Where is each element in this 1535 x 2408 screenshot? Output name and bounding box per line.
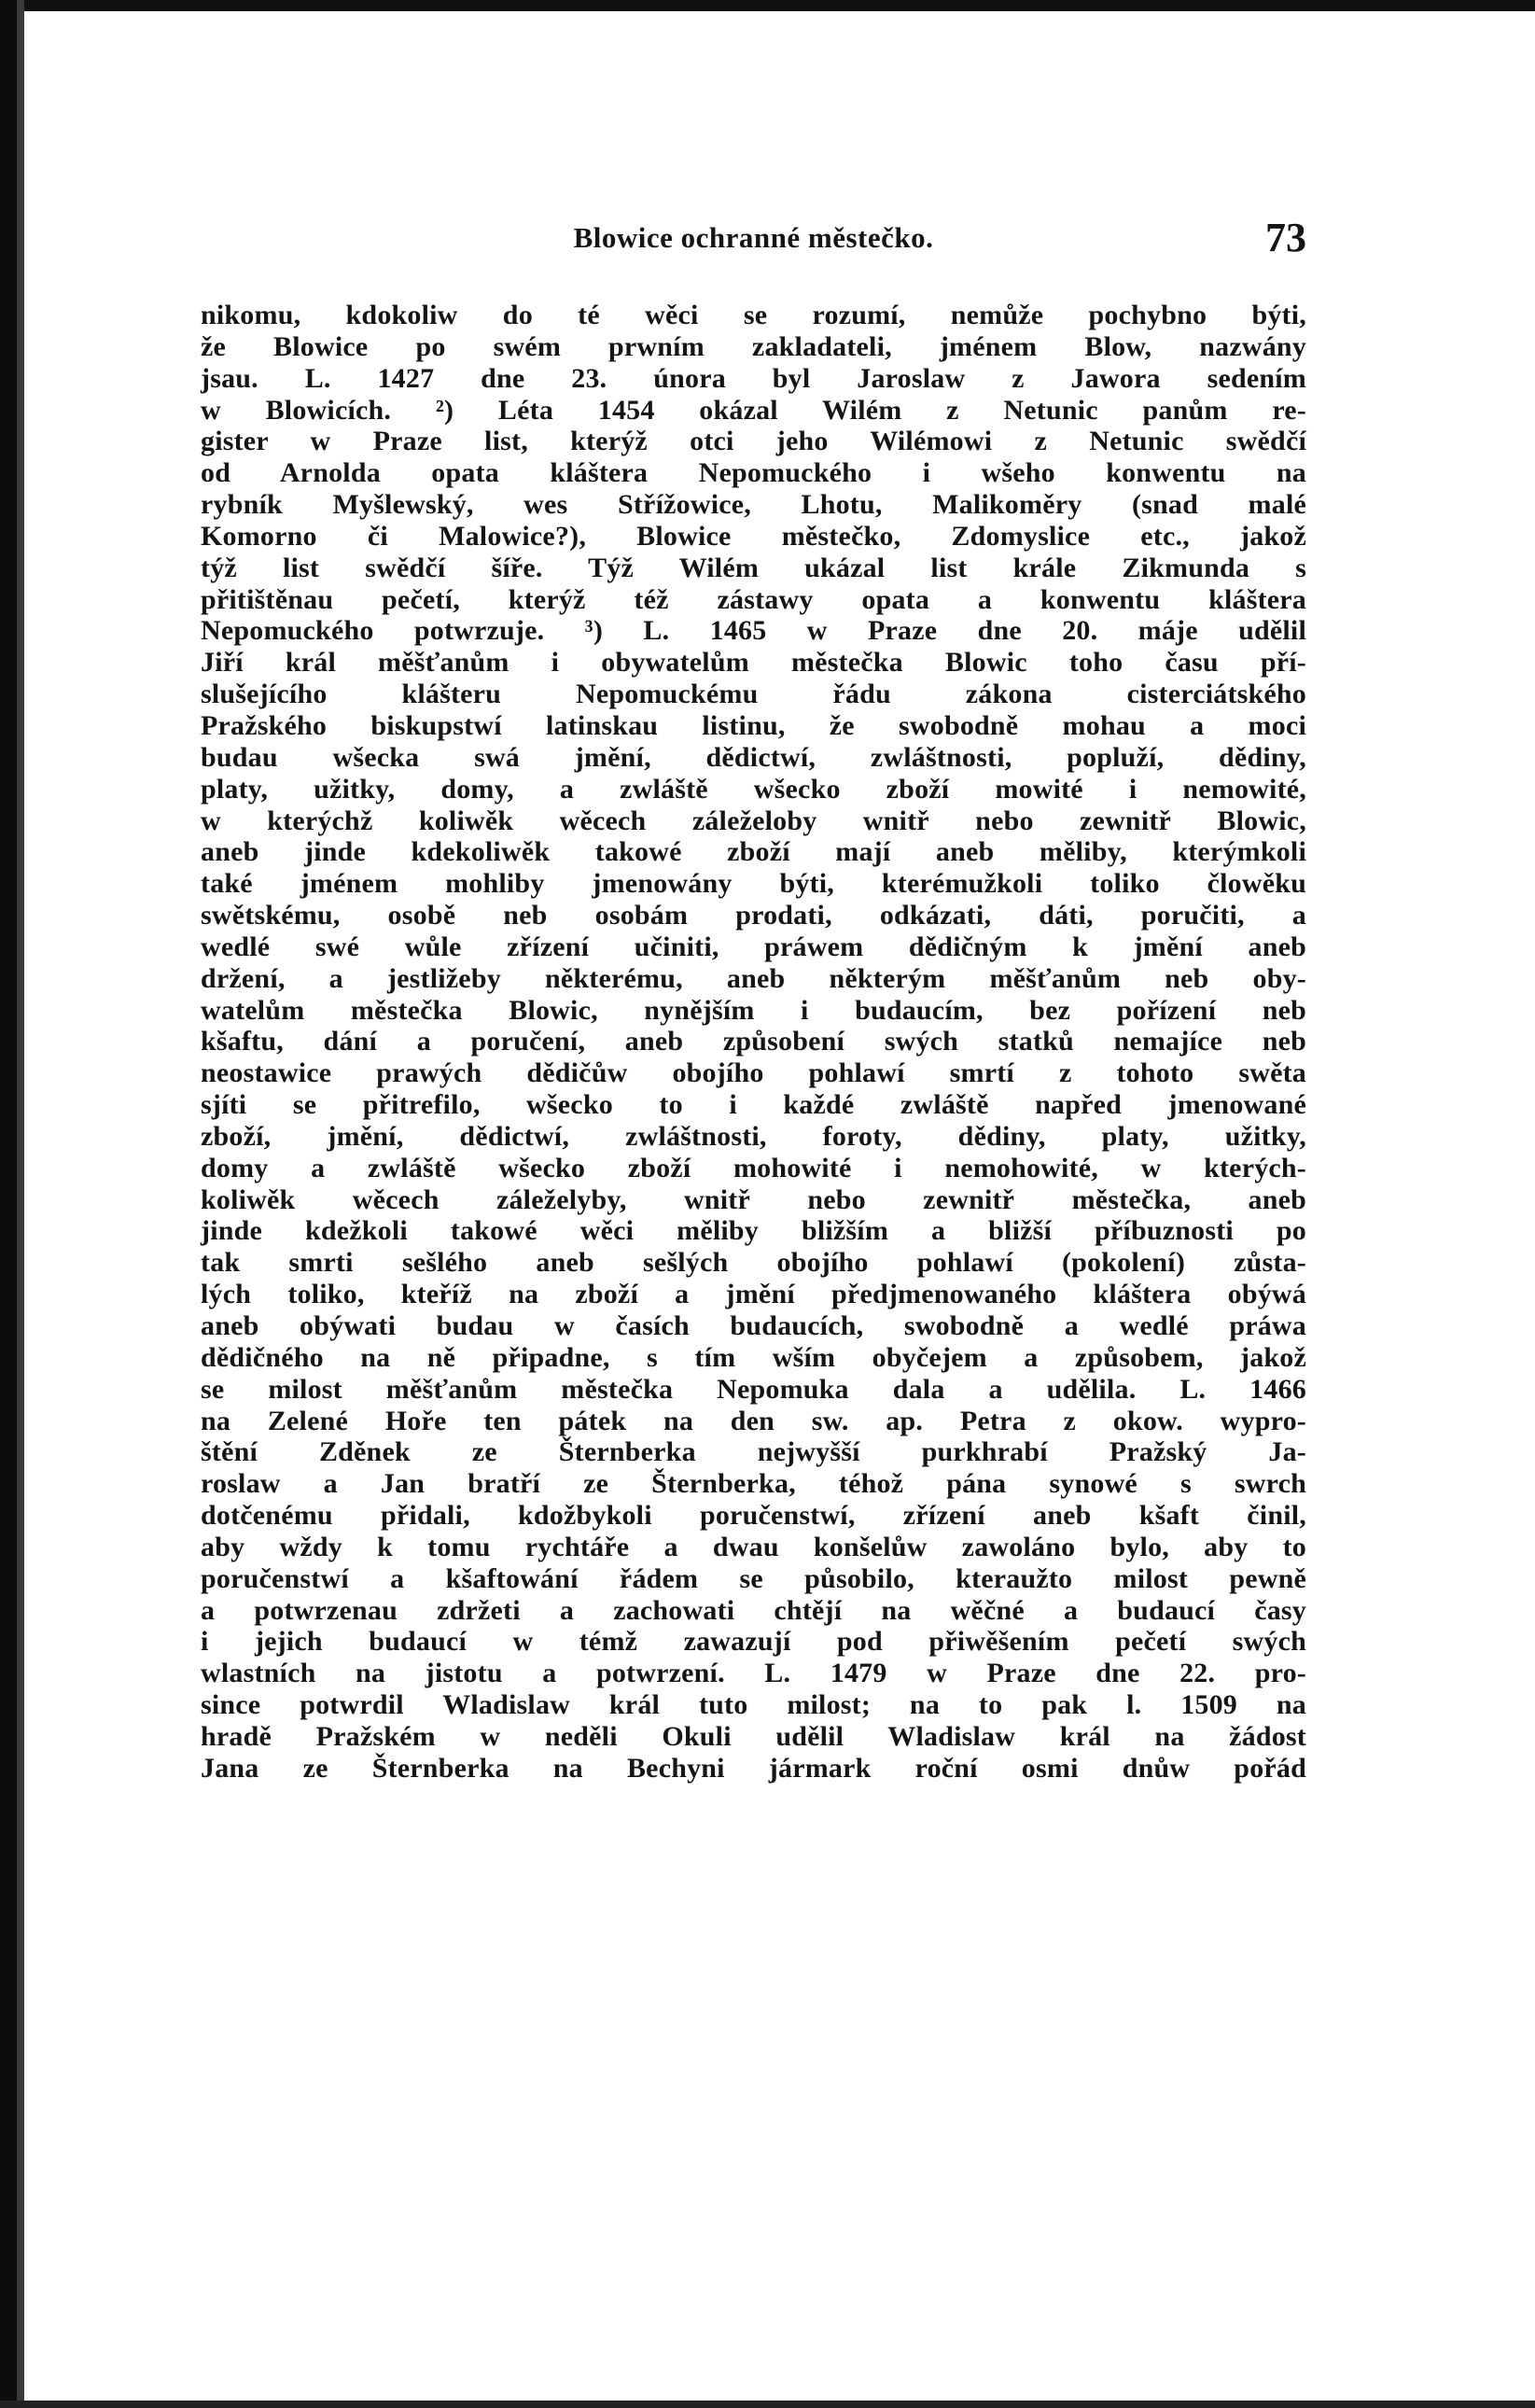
text-line: since potwrdil Wladislaw král tuto milost; na to pak l. 1509 na (201, 1689, 1306, 1721)
page-number: 73 (1265, 215, 1306, 260)
text-line: Komorno či Malowice?), Blowice městečko, Zdomyslice etc., jakož (201, 520, 1306, 552)
text-line: rybník Myšlewský, wes Střížowice, Lhotu, Malikoměry (snad malé (201, 489, 1306, 521)
text-line: lých toliko, kteříž na zboží a jmění předjmenowaného kláštera obýwá (201, 1279, 1306, 1310)
text-line: wedlé swé wůle zřízení učiniti, práwem dědičným k jmění aneb (201, 931, 1306, 962)
scan-edge-left-shadow (17, 0, 24, 2408)
text-line: Pražského biskupstwí latinskau listinu, že swobodně mohau a moci (201, 709, 1306, 741)
text-line: se milost měšťanům městečka Nepomuka dala a udělila. L. 1466 (201, 1373, 1306, 1405)
text-line: hradě Pražském w neděli Okuli udělil Wladislaw král na žádost (201, 1720, 1306, 1752)
text-line: neostawice prawých dědičůw obojího pohlawí smrtí z tohoto swěta (201, 1057, 1306, 1089)
scan-edge-bottom (0, 2401, 1535, 2408)
text-line: dotčenému přidali, kdožbykoli poručenstwí, zřízení aneb kšaft činil, (201, 1500, 1306, 1532)
text-line: také jménem mohliby jmenowány býti, kterémužkoli toliko člowěku (201, 868, 1306, 900)
text-line: slušejícího klášteru Nepomuckému řádu zákona cisterciátského (201, 679, 1306, 710)
text-line: že Blowice po swém prwním zakladateli, jménem Blow, nazwány (201, 330, 1306, 362)
text-line: nikomu, kdokoliw do té wěci se rozumí, nemůže pochybno býti, (201, 300, 1306, 330)
text-line: od Arnolda opata kláštera Nepomuckého i wšeho konwentu na (201, 457, 1306, 489)
text-line: aneb obýwati budau w časích budaucích, swobodně a wedlé práwa (201, 1310, 1306, 1341)
text-line: Nepomuckého potwrzuje. ³) L. 1465 w Praze dne 20. máje udělil (201, 615, 1306, 647)
text-line: domy a zwláště wšecko zboží mohowité i nemohowité, w kterých- (201, 1152, 1306, 1183)
text-line: poručenstwí a kšaftowání řádem se působilo, kteraužto milost pewně (201, 1562, 1306, 1594)
text-line: a potwrzenau zdržeti a zachowati chtějí na wěčné a budaucí časy (201, 1594, 1306, 1626)
text-line: Jiří král měšťanům i obywatelům městečka Blowic toho času pří- (201, 647, 1306, 679)
text-line: budau wšecka swá jmění, dědictwí, zwláštnosti, popluží, dědiny, (201, 741, 1306, 773)
text-line: jsau. L. 1427 dne 23. února byl Jaroslaw z Jawora sedením (201, 362, 1306, 394)
text-line: platy, užitky, domy, a zwláště wšecko zboží mowité i nemowité, (201, 773, 1306, 805)
text-line: přitištěnau pečetí, kterýž též zástawy opata a konwentu kláštera (201, 583, 1306, 615)
text-line: swětskému, osobě neb osobám prodati, odkázati, dáti, poručiti, a (201, 900, 1306, 931)
text-line: kšaftu, dání a poručení, aneb způsobení swých statků nemajíce neb (201, 1026, 1306, 1057)
text-line: štění Zděnek ze Šternberka nejwyšší purkhrabí Pražský Ja- (201, 1436, 1306, 1468)
text-line: koliwěk wěcech záleželyby, wnitř nebo zewnitř městečka, aneb (201, 1183, 1306, 1215)
scan-edge-top (0, 0, 1535, 11)
text-line: jinde kdežkoli takowé wěci měliby bližším a bližší příbuznosti po (201, 1215, 1306, 1247)
text-line: dědičného na ně připadne, s tím wším obyčejem a způsobem, jakož (201, 1341, 1306, 1373)
book-page (201, 210, 1306, 1785)
text-line: w Blowicích. ²) Léta 1454 okázal Wilém z Netunic panům re- (201, 394, 1306, 426)
running-title: Blowice ochranné městečko. (573, 221, 934, 254)
text-line: sjíti se přitrefilo, wšecko to i každé zwláště napřed jmenowané (201, 1089, 1306, 1121)
text-line: roslaw a Jan bratří ze Šternberka, téhož pána synowé s swrch (201, 1468, 1306, 1500)
text-line: aneb jinde kdekoliwěk takowé zboží mají aneb měliby, kterýmkoli (201, 836, 1306, 868)
text-line: týž list swědčí šíře. Týž Wilém ukázal list krále Zikmunda s (201, 552, 1306, 583)
text-line: i jejich budaucí w témž zawazují pod přiwěšením pečetí swých (201, 1626, 1306, 1658)
text-line: na Zelené Hoře ten pátek na den sw. ap. Petra z okow. wypro- (201, 1405, 1306, 1436)
text-line: gister w Praze list, kterýž otci jeho Wilémowi z Netunic swědčí (201, 426, 1306, 457)
body-text (201, 300, 1306, 1785)
text-line: wlastních na jistotu a potwrzení. L. 1479 w Praze dne 22. pro- (201, 1658, 1306, 1689)
text-line: tak smrti sešlého aneb sešlých obojího pohlawí (pokolení) zůsta- (201, 1247, 1306, 1279)
running-header (201, 210, 1306, 266)
text-line: w kterýchž koliwěk wěcech záleželoby wnitř nebo zewnitř Blowic, (201, 805, 1306, 836)
text-line: Jana ze Šternberka na Bechyni jármark roční osmi dnůw pořád (201, 1752, 1306, 1784)
text-line: watelům městečka Blowic, nynějším i budaucím, bez pořízení neb (201, 994, 1306, 1026)
text-line: aby wždy k tomu rychtáře a dwau konšelůw zawoláno bylo, aby to (201, 1531, 1306, 1562)
text-line: držení, a jestližeby některému, aneb některým měšťanům neb oby- (201, 962, 1306, 994)
text-line: zboží, jmění, dědictwí, zwláštnosti, foroty, dědiny, platy, užitky, (201, 1120, 1306, 1152)
scan-edge-left (0, 0, 17, 2408)
